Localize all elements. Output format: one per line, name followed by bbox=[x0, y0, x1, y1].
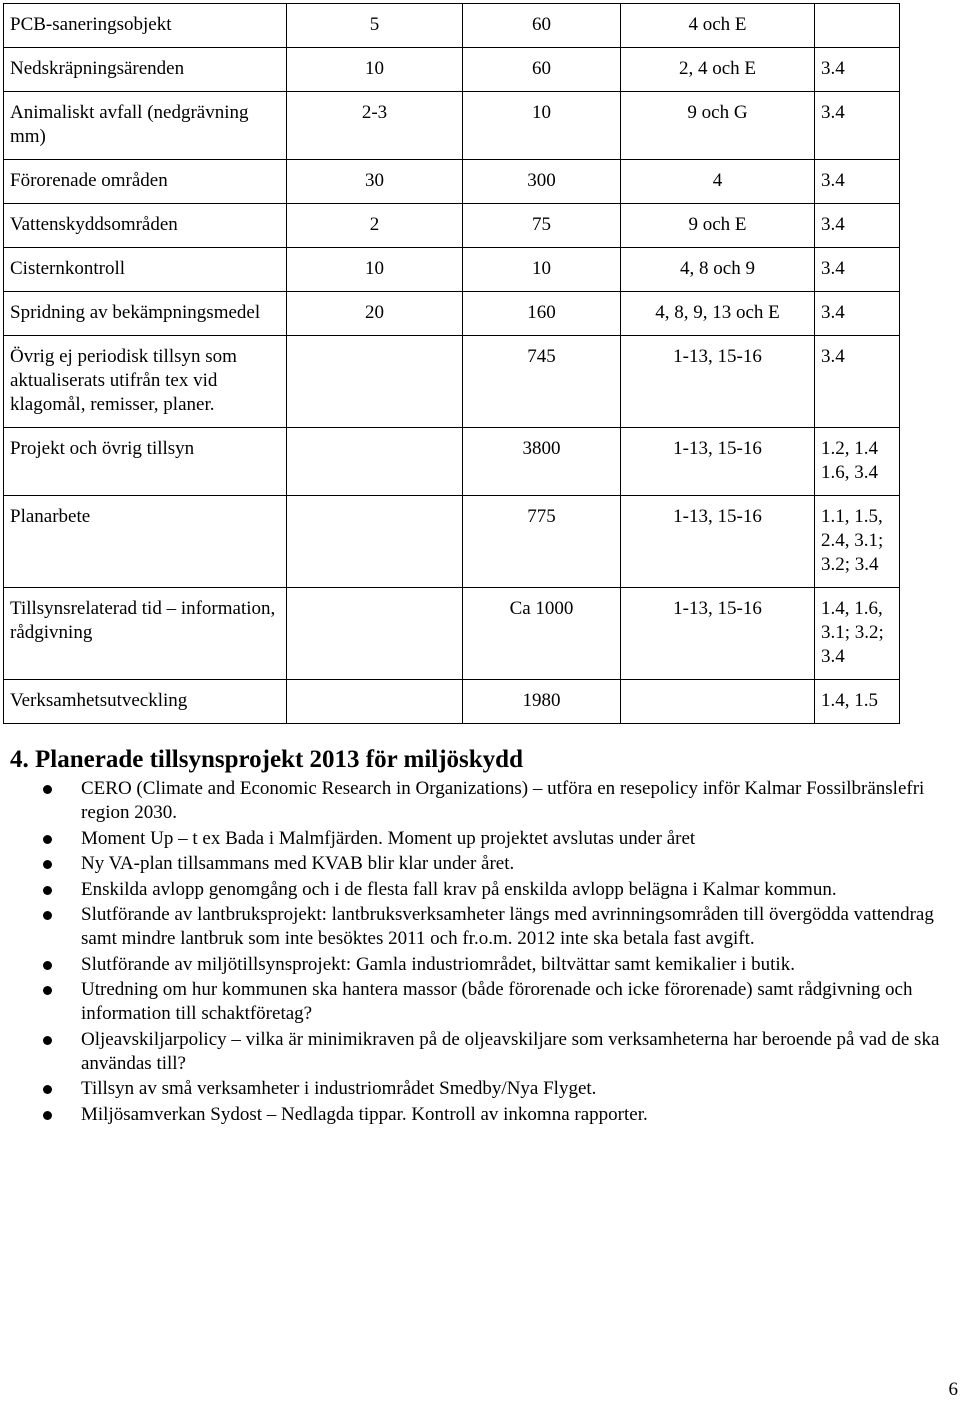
list-item-text: Ny VA-plan tillsammans med KVAB blir klar under året. bbox=[81, 853, 515, 874]
list-item bbox=[0, 1077, 960, 1101]
page-number: 6 bbox=[948, 1379, 958, 1400]
value-cell-col3: 75 bbox=[463, 204, 621, 248]
row-name-cell: Animaliskt avfall (nedgrävning mm) bbox=[4, 92, 287, 160]
row-name-cell: Vattenskyddsområden bbox=[4, 204, 287, 248]
value-cell-col4: 9 och E bbox=[621, 204, 815, 248]
table-row bbox=[4, 588, 900, 680]
table-row bbox=[4, 204, 900, 248]
value-cell-col5: 3.4 bbox=[815, 92, 900, 160]
bullet-icon bbox=[43, 961, 52, 970]
table-row bbox=[4, 428, 900, 496]
value-cell-col5: 3.4 bbox=[815, 204, 900, 248]
list-item-text: Utredning om hur kommunen ska hantera massor (både förorenade och icke förorenade) samt rådgivning och information till schaktföretag? bbox=[81, 979, 913, 1024]
section-title: 4. Planerade tillsynsprojekt 2013 för miljöskydd bbox=[10, 746, 523, 773]
table-row bbox=[4, 4, 900, 48]
value-cell-col4 bbox=[621, 680, 815, 724]
value-cell-col3: Ca 1000 bbox=[463, 588, 621, 680]
value-cell-col4: 4, 8, 9, 13 och E bbox=[621, 292, 815, 336]
list-item bbox=[0, 852, 960, 876]
value-cell-col3: 1980 bbox=[463, 680, 621, 724]
row-name-cell: Planarbete bbox=[4, 496, 287, 588]
value-cell-col4: 4 bbox=[621, 160, 815, 204]
table-row bbox=[4, 292, 900, 336]
value-cell-col3: 775 bbox=[463, 496, 621, 588]
list-item bbox=[0, 903, 960, 951]
supervision-table bbox=[3, 3, 900, 724]
value-cell-col2 bbox=[287, 588, 463, 680]
row-name-cell: PCB-saneringsobjekt bbox=[4, 4, 287, 48]
table-row bbox=[4, 496, 900, 588]
list-item bbox=[0, 777, 960, 825]
value-cell-col2: 30 bbox=[287, 160, 463, 204]
value-cell-col2: 20 bbox=[287, 292, 463, 336]
value-cell-col2: 2 bbox=[287, 204, 463, 248]
value-cell-col4: 1-13, 15-16 bbox=[621, 588, 815, 680]
value-cell-col2 bbox=[287, 336, 463, 428]
bullet-icon bbox=[43, 1085, 52, 1094]
row-name-cell: Tillsynsrelaterad tid – information, rådgivning bbox=[4, 588, 287, 680]
bullet-icon bbox=[43, 1111, 52, 1120]
bullet-icon bbox=[43, 1036, 52, 1045]
value-cell-col4: 1-13, 15-16 bbox=[621, 428, 815, 496]
row-name-cell: Projekt och övrig tillsyn bbox=[4, 428, 287, 496]
value-cell-col3: 160 bbox=[463, 292, 621, 336]
row-name-cell: Verksamhetsutveckling bbox=[4, 680, 287, 724]
value-cell-col4: 9 och G bbox=[621, 92, 815, 160]
list-item-text: Tillsyn av små verksamheter i industriområdet Smedby/Nya Flyget. bbox=[81, 1078, 597, 1099]
row-name-cell: Spridning av bekämpningsmedel bbox=[4, 292, 287, 336]
list-item bbox=[0, 953, 960, 977]
table-row bbox=[4, 48, 900, 92]
value-cell-col3: 10 bbox=[463, 92, 621, 160]
table-row bbox=[4, 336, 900, 428]
bullet-icon bbox=[43, 911, 52, 920]
value-cell-col3: 3800 bbox=[463, 428, 621, 496]
bullet-icon bbox=[43, 785, 52, 794]
list-item-text: Enskilda avlopp genomgång och i de flesta fall krav på enskilda avlopp belägna i Kalmar kommun. bbox=[81, 878, 837, 900]
supervision-table-body bbox=[4, 4, 900, 724]
list-item bbox=[0, 827, 960, 851]
list-item-text: Oljeavskiljarpolicy – vilka är minimikraven på de oljeavskiljare som verksamheterna har beroende på vad de ska användas till? bbox=[81, 1028, 940, 1074]
value-cell-col4: 1-13, 15-16 bbox=[621, 496, 815, 588]
value-cell-col3: 745 bbox=[463, 336, 621, 428]
table-row bbox=[4, 92, 900, 160]
table-row bbox=[4, 248, 900, 292]
value-cell-col2: 2-3 bbox=[287, 92, 463, 160]
value-cell-col4: 4, 8 och 9 bbox=[621, 248, 815, 292]
project-bullet-list bbox=[0, 777, 960, 1128]
value-cell-col5: 1.2, 1.4 1.6, 3.4 bbox=[815, 428, 900, 496]
table-row bbox=[4, 680, 900, 724]
list-item-text: Miljösamverkan Sydost – Nedlagda tippar. Kontroll av inkomna rapporter. bbox=[81, 1103, 648, 1125]
list-item bbox=[0, 878, 960, 902]
value-cell-col5: 3.4 bbox=[815, 160, 900, 204]
value-cell-col5: 1.4, 1.6, 3.1; 3.2; 3.4 bbox=[815, 588, 900, 680]
row-name-cell: Övrig ej periodisk tillsyn som aktualiserats utifrån tex vid klagomål, remisser, planer. bbox=[4, 336, 287, 428]
row-name-cell: Nedskräpningsärenden bbox=[4, 48, 287, 92]
value-cell-col5: 3.4 bbox=[815, 292, 900, 336]
list-item-text: Slutförande av lantbruksprojekt: lantbruksverksamheter längs med avrinningsområden till övergödda vattendrag samt mindre lantbruk som inte besöktes 2011 och fr.o.m. 2012 inte ska betala fast avgift. bbox=[81, 904, 934, 949]
value-cell-col3: 300 bbox=[463, 160, 621, 204]
value-cell-col4: 1-13, 15-16 bbox=[621, 336, 815, 428]
list-item-text: Moment Up – t ex Bada i Malmfjärden. Moment up projektet avslutas under året bbox=[81, 827, 696, 849]
bullet-icon bbox=[43, 986, 52, 995]
value-cell-col3: 10 bbox=[463, 248, 621, 292]
list-item bbox=[0, 978, 960, 1026]
value-cell-col3: 60 bbox=[463, 48, 621, 92]
value-cell-col5: 3.4 bbox=[815, 48, 900, 92]
value-cell-col3: 60 bbox=[463, 4, 621, 48]
list-item bbox=[0, 1103, 960, 1127]
value-cell-col4: 2, 4 och E bbox=[621, 48, 815, 92]
bullet-icon bbox=[43, 886, 52, 895]
bullet-icon bbox=[43, 860, 52, 869]
value-cell-col2 bbox=[287, 496, 463, 588]
value-cell-col2 bbox=[287, 680, 463, 724]
value-cell-col2: 10 bbox=[287, 48, 463, 92]
value-cell-col5: 1.1, 1.5, 2.4, 3.1; 3.2; 3.4 bbox=[815, 496, 900, 588]
value-cell-col4: 4 och E bbox=[621, 4, 815, 48]
value-cell-col5: 1.4, 1.5 bbox=[815, 680, 900, 724]
value-cell-col5 bbox=[815, 4, 900, 48]
supervision-table-container bbox=[3, 3, 900, 724]
value-cell-col2 bbox=[287, 428, 463, 496]
row-name-cell: Cisternkontroll bbox=[4, 248, 287, 292]
list-item-text: CERO (Climate and Economic Research in Organizations) – utföra en resepolicy inför Kalmar Fossilbränslefri region 2030. bbox=[81, 778, 925, 823]
value-cell-col5: 3.4 bbox=[815, 336, 900, 428]
bullet-icon bbox=[43, 835, 52, 844]
value-cell-col2: 5 bbox=[287, 4, 463, 48]
table-row bbox=[4, 160, 900, 204]
value-cell-col5: 3.4 bbox=[815, 248, 900, 292]
value-cell-col2: 10 bbox=[287, 248, 463, 292]
row-name-cell: Förorenade områden bbox=[4, 160, 287, 204]
list-item bbox=[0, 1028, 960, 1076]
list-item-text: Slutförande av miljötillsynsprojekt: Gamla industriområdet, biltvättar samt kemikalier i butik. bbox=[81, 953, 795, 975]
